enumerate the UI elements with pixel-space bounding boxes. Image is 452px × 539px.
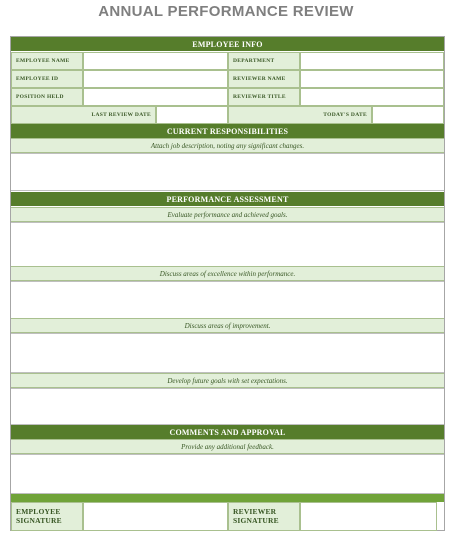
employee-signature-label-line2: SIGNATURE [16,516,62,525]
comments-instruction: Provide any additional feedback. [11,439,444,454]
last-review-date-label: LAST REVIEW DATE [11,106,156,124]
last-review-date-field[interactable] [156,106,228,124]
reviewer-title-field[interactable] [300,88,444,106]
reviewer-name-field[interactable] [300,70,444,88]
reviewer-signature-label [228,502,300,531]
responsibilities-instruction: Attach job description, noting any significant changes. [11,138,444,153]
review-form [10,36,445,531]
assessment-improvement-text-area[interactable] [11,333,444,373]
responsibilities-text-area[interactable] [11,153,444,191]
assessment-prompt-future-goals: Develop future goals with set expectations. [11,373,444,388]
employee-name-field[interactable] [83,52,228,70]
comments-text-area[interactable] [11,454,444,494]
reviewer-name-label: REVIEWER NAME [228,70,300,88]
reviewer-signature-label-line1: REVIEWER [233,507,277,516]
position-held-label: POSITION HELD [11,88,83,106]
department-label: DEPARTMENT [228,52,300,70]
todays-date-label: TODAY'S DATE [228,106,372,124]
assessment-header: PERFORMANCE ASSESSMENT [11,192,444,206]
employee-signature-label [11,502,83,531]
employee-info-header: EMPLOYEE INFO [11,37,444,51]
todays-date-field[interactable] [372,106,444,124]
employee-signature-label-line1: EMPLOYEE [16,507,61,516]
reviewer-title-label: REVIEWER TITLE [228,88,300,106]
employee-id-field[interactable] [83,70,228,88]
employee-signature-field[interactable] [83,502,228,531]
employee-name-label: EMPLOYEE NAME [11,52,83,70]
assessment-future-goals-text-area[interactable] [11,388,444,425]
assessment-prompt-excellence: Discuss areas of excellence within performance. [11,266,444,281]
employee-id-label: EMPLOYEE ID [11,70,83,88]
reviewer-signature-label-line2: SIGNATURE [233,516,279,525]
assessment-prompt-goals: Evaluate performance and achieved goals. [11,207,444,222]
position-held-field[interactable] [83,88,228,106]
responsibilities-header: CURRENT RESPONSIBILITIES [11,124,444,138]
signature-divider-bar [11,494,444,502]
comments-header: COMMENTS AND APPROVAL [11,425,444,439]
assessment-goals-text-area[interactable] [11,222,444,267]
assessment-excellence-text-area[interactable] [11,281,444,319]
reviewer-signature-field[interactable] [300,502,437,531]
department-field[interactable] [300,52,444,70]
page-title: ANNUAL PERFORMANCE REVIEW [98,3,354,20]
assessment-prompt-improvement: Discuss areas of improvement. [11,318,444,333]
